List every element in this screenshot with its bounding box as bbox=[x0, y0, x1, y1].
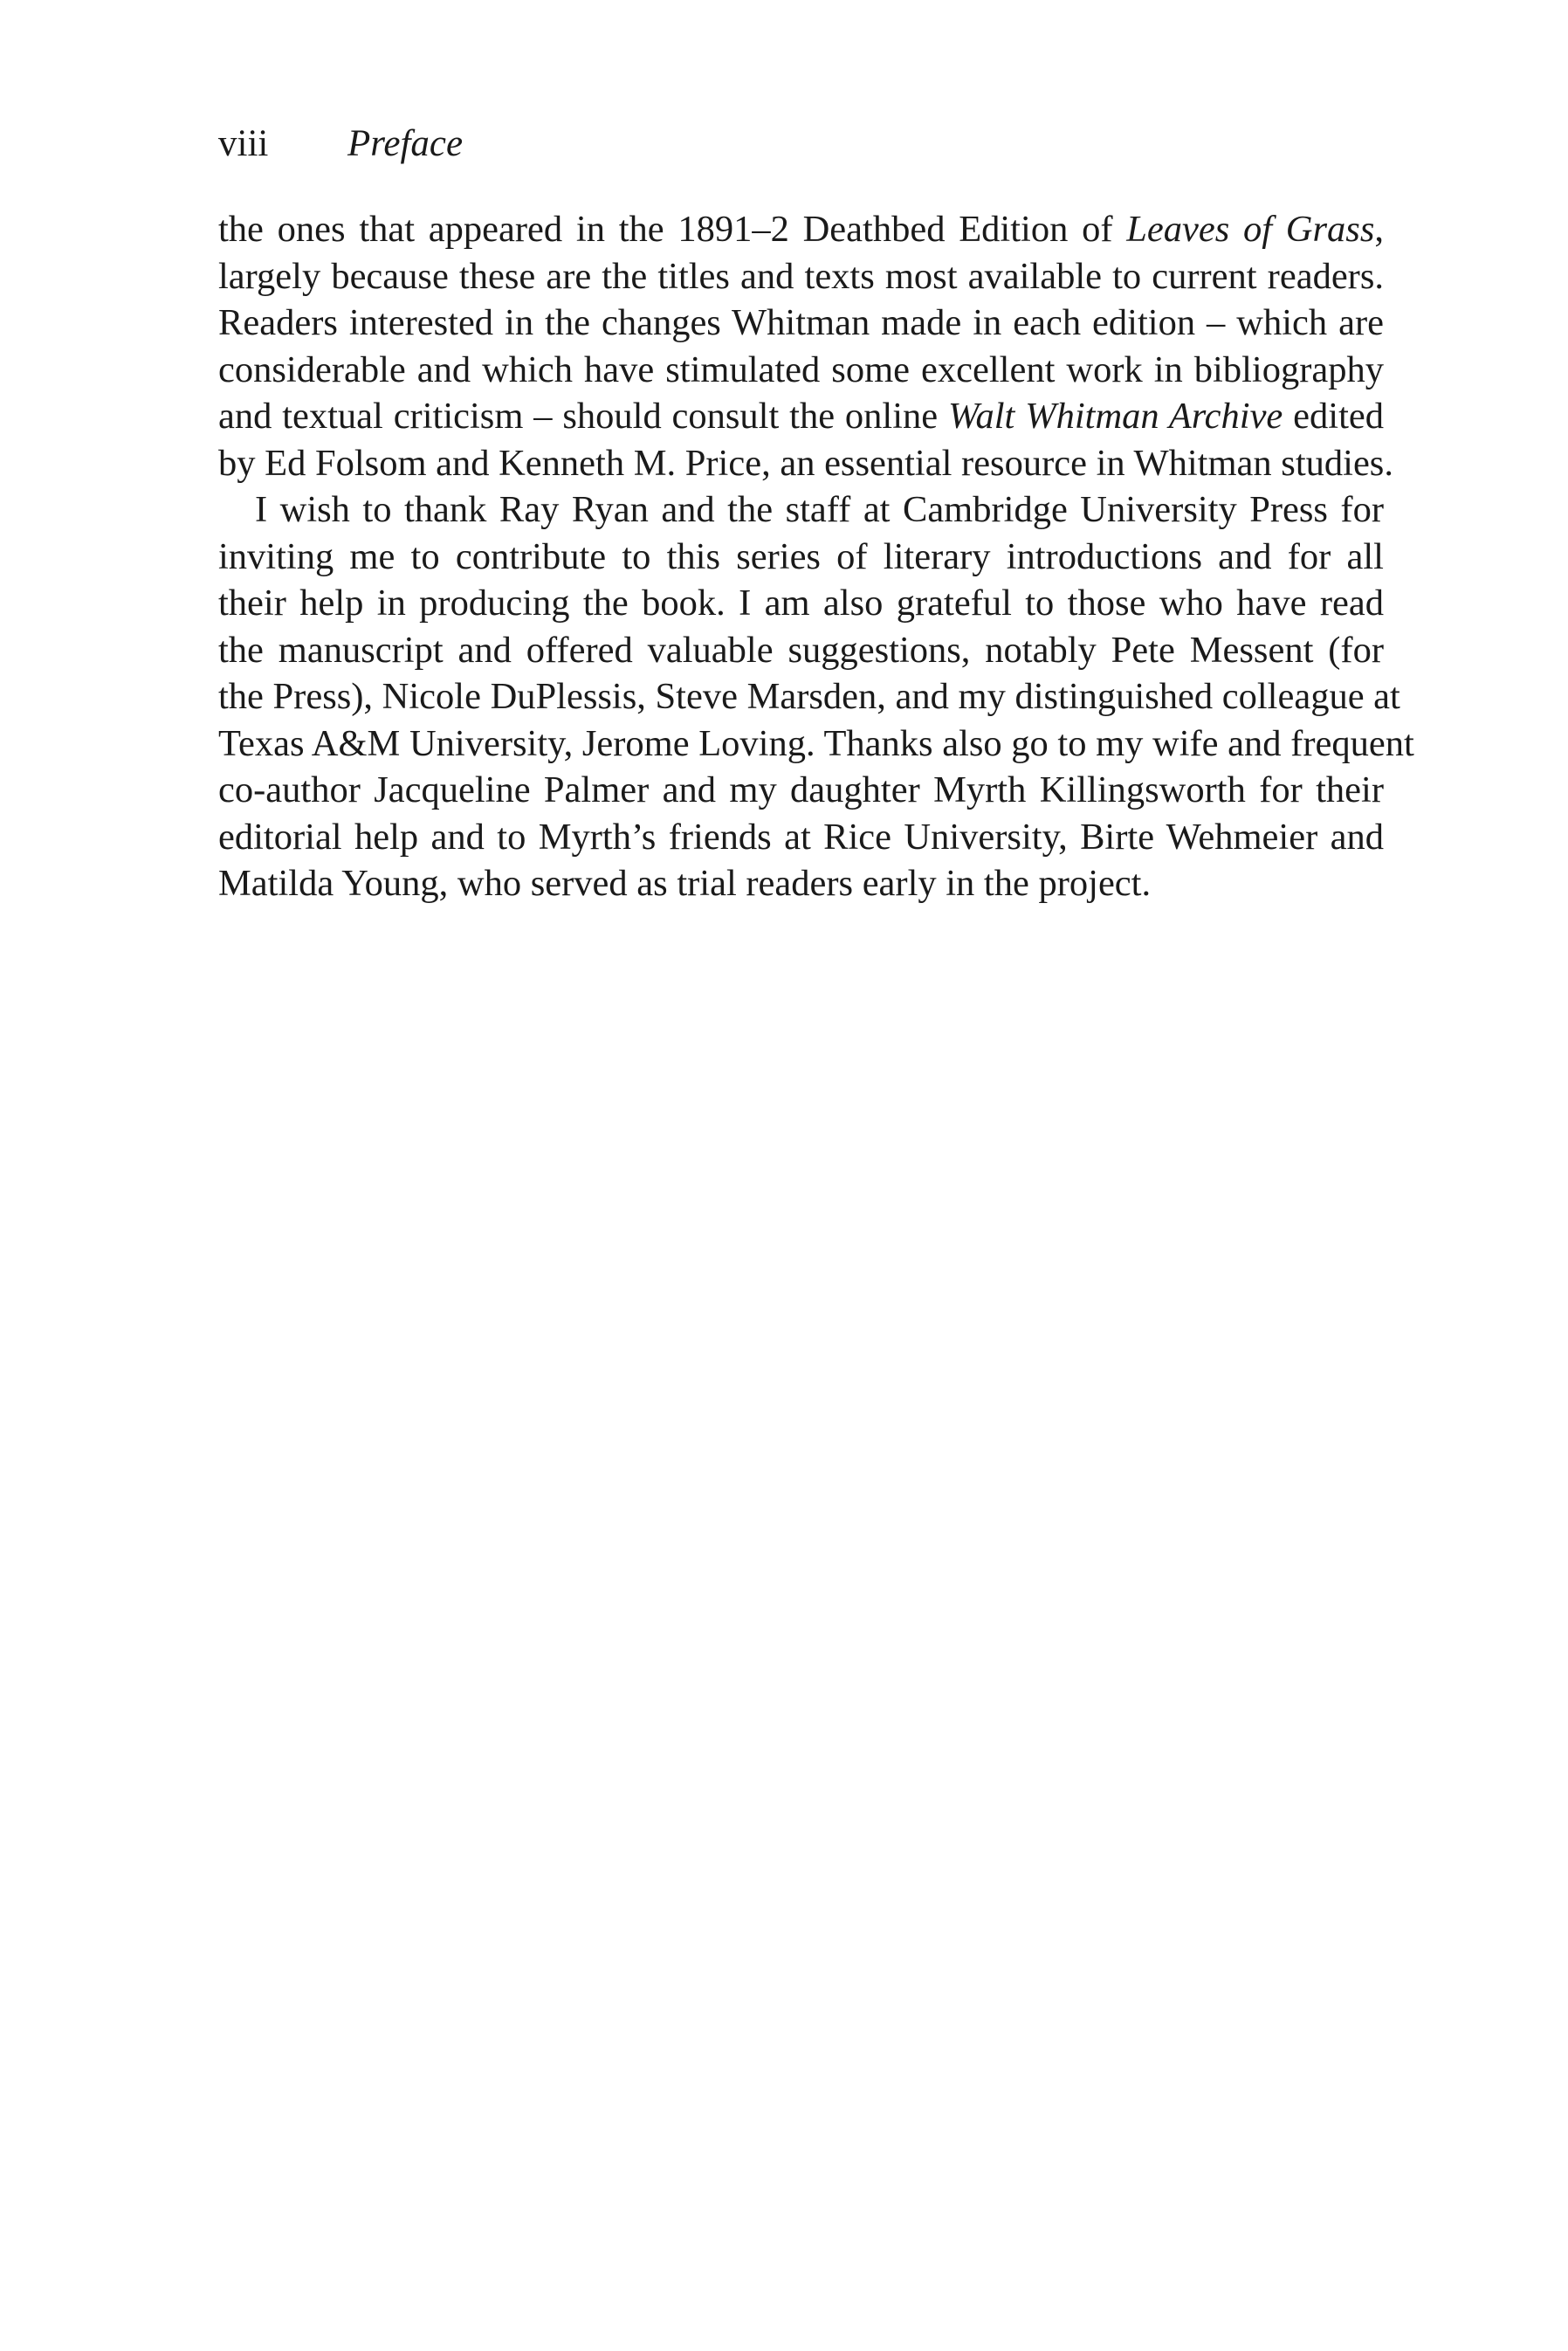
text-line: Readers interested in the changes Whitman made in each edition – which are bbox=[218, 302, 1384, 343]
text-line: considerable and which have stimulated some excellent work in bibliography bbox=[218, 348, 1384, 390]
archive-title-italic: Walt Whitman Archive bbox=[947, 396, 1283, 437]
page-number: viii bbox=[218, 123, 269, 164]
text-line: I wish to thank Ray Ryan and the staff at Cambridge University Press for bbox=[255, 489, 1384, 530]
text-line: co-author Jacqueline Palmer and my daughter Myrth Killingsworth for their bbox=[218, 769, 1384, 810]
text-line: their help in producing the book. I am also grateful to those who have read bbox=[218, 583, 1384, 624]
text-line: the Press), Nicole DuPlessis, Steve Marsden, and my distinguished colleague at bbox=[218, 676, 1400, 717]
running-head bbox=[218, 119, 463, 169]
text-line: the ones that appeared in the 1891–2 Deathbed Edition of Leaves of Grass, bbox=[218, 209, 1384, 250]
body-text bbox=[218, 206, 1414, 907]
text-line: by Ed Folsom and Kenneth M. Price, an essential resource in Whitman studies. bbox=[218, 442, 1393, 484]
text-line: Texas A&M University, Jerome Loving. Thanks also go to my wife and frequent bbox=[218, 722, 1414, 764]
section-title: Preface bbox=[347, 123, 464, 164]
paragraph bbox=[218, 206, 1393, 486]
text-line: Matilda Young, who served as trial readers early in the project. bbox=[218, 863, 1152, 904]
text-line: and textual criticism – should consult the online Walt Whitman Archive edited bbox=[218, 396, 1384, 437]
text-line: editorial help and to Myrth’s friends at Rice University, Birte Wehmeier and bbox=[218, 816, 1384, 858]
text-line: the manuscript and offered valuable suggestions, notably Pete Messent (for bbox=[218, 629, 1384, 671]
paragraph bbox=[218, 486, 1414, 907]
book-title-italic: Leaves of Grass bbox=[1126, 209, 1375, 250]
text-line: largely because these are the titles and texts most available to current readers. bbox=[218, 255, 1384, 297]
text-line: inviting me to contribute to this series of literary introductions and for all bbox=[218, 535, 1384, 577]
